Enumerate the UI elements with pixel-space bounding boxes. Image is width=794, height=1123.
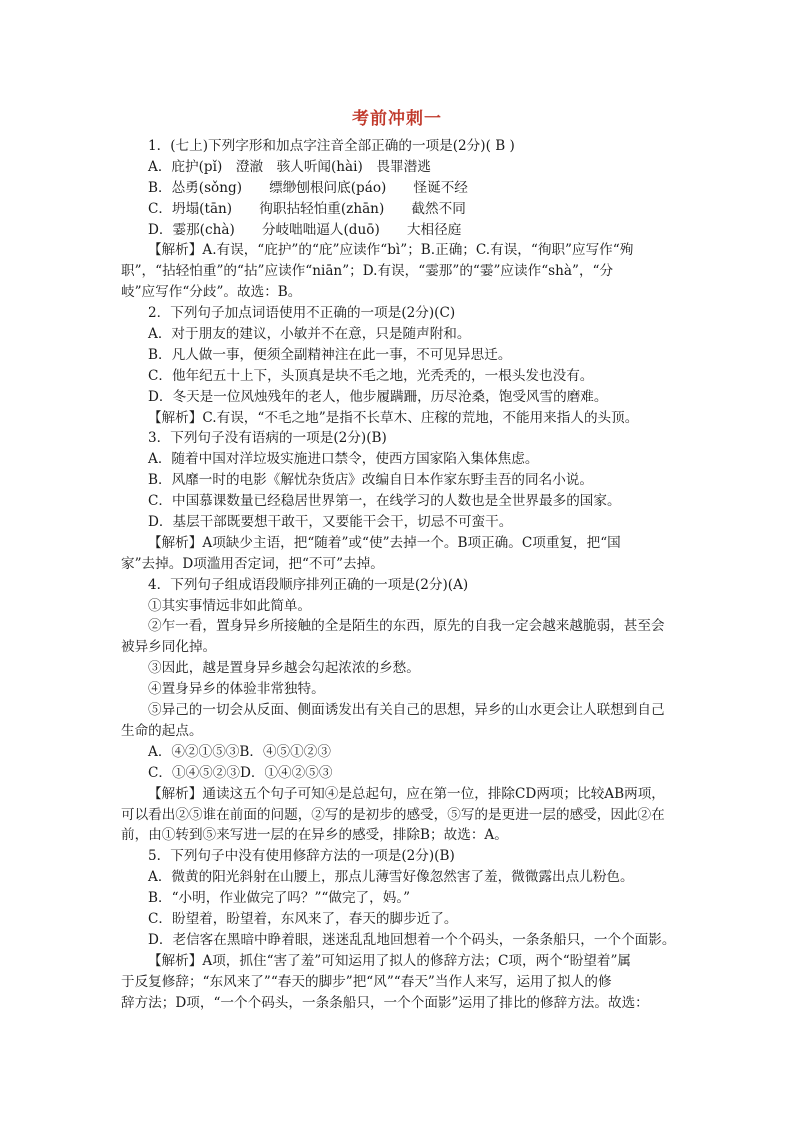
question-4-sentence: 被异乡同化掉。 [121, 639, 217, 656]
question-4-sentence: ①其实事情远非如此简单。 [148, 597, 312, 614]
question-3-option-a: A．随着中国对洋垃圾实施进口禁令，使西方国家陷入集体焦虑。 [148, 451, 539, 468]
question-4-analysis: 【解析】通读这五个句子可知④是总起句，应在第一位，排除CD两项；比较AB两项， [148, 785, 665, 802]
question-3-option-b: B．风靡一时的电影《解忧杂货店》改编自日本作家东野圭吾的同名小说。 [148, 472, 593, 489]
question-2-analysis: 【解析】C.有误，“不毛之地”是指不长草木、庄稼的荒地，不能用来指人的头顶。 [148, 409, 639, 426]
question-4-options-ab: A．④②①⑤③B．④⑤①②③ [148, 743, 331, 760]
question-2-stem: 2．下列句子加点词语使用不正确的一项是(2分)(C) [148, 305, 456, 322]
question-4-analysis: 前，由①转到⑤来写进一层的在异乡的感受，排除B；故选：A。 [121, 827, 508, 844]
document-body [121, 136, 679, 1013]
question-5-stem: 5．下列句子中没有使用修辞方法的一项是(2分)(B) [148, 848, 455, 865]
question-5-analysis: 【解析】A项，抓住“害了羞”可知运用了拟人的修辞方法；C项，两个“盼望着”属 [148, 952, 632, 969]
question-1-option-d: D．霎那(chà) 分岐咄咄逼人(duō) 大相径庭 [148, 221, 462, 238]
question-1-analysis: 职”，“拈轻怕重”的“拈”应读作“niān”；D.有误，“霎那”的“霎”应读作“shà”，“分 [121, 263, 614, 280]
question-4-sentence: ③因此，越是置身异乡越会勾起浓浓的乡愁。 [148, 660, 420, 677]
question-4-analysis: 可以看出②⑤谁在前面的问题，②写的是初步的感受，⑤写的是更进一层的感受，因此②在 [121, 806, 665, 823]
question-3-analysis: 【解析】A项缺少主语，把“随着”或“使”去掉一个。B项正确。C项重复，把“国 [148, 534, 621, 551]
question-2-option-c: C．他年纪五十上下，头顶真是块不毛之地，光秃秃的，一根头发也没有。 [148, 367, 594, 384]
question-4-stem: 4．下列句子组成语段顺序排列正确的一项是(2分)(A) [148, 576, 469, 593]
question-4-sentence: ②乍一看，置身异乡所接触的全是陌生的东西，原先的自我一定会越来越脆弱，甚至会 [148, 618, 665, 635]
question-1-option-b: B．怂勇(sǒng) 缥缈刨根问底(páo) 怪诞不经 [148, 179, 468, 196]
question-2-option-b: B．凡人做一事，便须全副精神注在此一事，不可见异思迁。 [148, 346, 512, 363]
question-2-option-d: D．冬天是一位风烛残年的老人，他步履蹒跚，历尽沧桑，饱受风雪的磨难。 [148, 388, 608, 405]
question-1-stem: 1．(七上)下列字形和加点字注音全部正确的一项是(2分)( B ) [148, 138, 515, 154]
question-4-sentence: 生命的起点。 [121, 722, 203, 739]
question-5-option-b: B．“小明，作业做完了吗？”“做完了，妈。” [148, 890, 411, 907]
question-4-sentence: ⑤异己的一切会从反面、侧面诱发出有关自己的思想，异乡的山水更会让人联想到自己 [148, 702, 665, 719]
question-4-options-cd: C．①④⑤②③D．①④②⑤③ [148, 764, 333, 781]
question-1-analysis: 岐”应写作“分歧”。故选：B。 [121, 284, 302, 301]
question-3-option-c: C．中国慕课数量已经稳居世界第一，在线学习的人数也是全世界最多的国家。 [148, 493, 621, 510]
question-1-analysis: 【解析】A.有误，“庇护”的“庇”应读作“bì”；B.正确；C.有误，“徇职”应写作“殉 [148, 242, 634, 259]
question-5-option-c: C．盼望着，盼望着，东风来了，春天的脚步近了。 [148, 910, 458, 927]
question-3-analysis: 家”去掉。D项滥用否定词，把“不可”去掉。 [121, 555, 384, 572]
question-1-option-a: A．庇护(pǐ) 澄澈 骇人听闻(hài) 畏罪潜逃 [148, 158, 431, 175]
question-3-stem: 3．下列句子没有语病的一项是(2分)(B) [148, 430, 387, 447]
question-5-analysis: 辞方法；D项，“一个个码头，一条条船只，一个个面影”运用了排比的修辞方法。故选： [121, 994, 649, 1011]
question-3-option-d: D．基层干部既要想干敢干，又要能干会干，切忌不可蛮干。 [148, 514, 513, 531]
page-title: 考前冲刺一 [352, 109, 442, 129]
question-4-sentence: ④置身异乡的体验非常独特。 [148, 681, 325, 698]
question-1-option-c: C．坍塌(tān) 徇职拈轻怕重(zhān) 截然不同 [148, 200, 466, 217]
question-2-option-a: A．对于朋友的建议，小敏并不在意，只是随声附和。 [148, 326, 471, 343]
question-5-option-d: D．老信客在黑暗中睁着眼，迷迷乱乱地回想着一个个码头，一条条船只，一个个面影。 [148, 931, 676, 948]
question-5-analysis: 于反复修辞；“东风来了”“春天的脚步”把“风”“春天”当作人来写，运用了拟人的修 [121, 973, 612, 990]
question-5-option-a: A．微黄的阳光斜射在山腰上，那点儿薄雪好像忽然害了羞，微微露出点儿粉色。 [148, 869, 634, 886]
